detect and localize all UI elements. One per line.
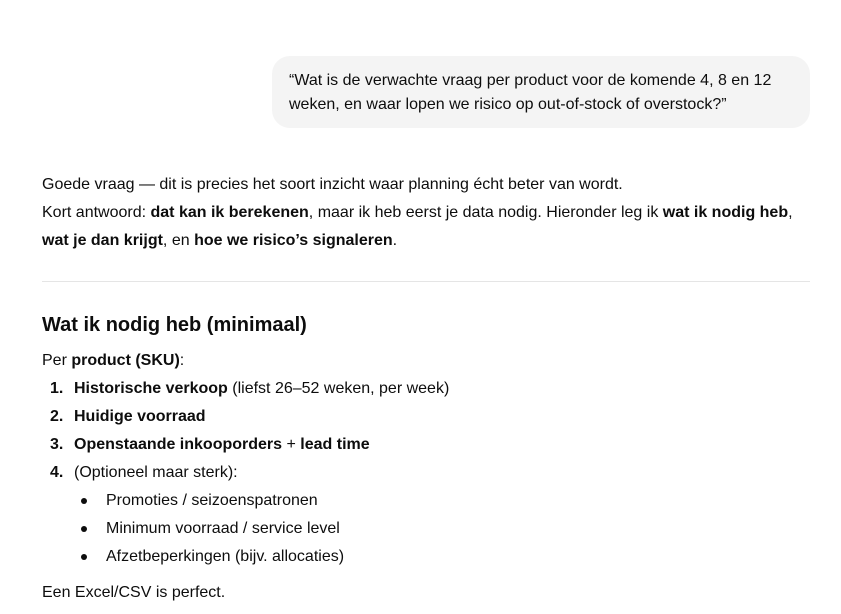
intro-text: : xyxy=(179,352,185,369)
bullet-icon xyxy=(81,526,87,532)
assistant-answer xyxy=(42,171,812,255)
closing-text: Een Excel/CSV is perfect. xyxy=(42,584,226,601)
answer-line-1: Goede vraag — dit is precies het soort inzicht waar planning écht beter van wordt. xyxy=(42,176,623,193)
list-item xyxy=(42,431,812,459)
sublist-text: Promoties / seizoenspatronen xyxy=(106,492,318,509)
sublist-item xyxy=(74,543,812,571)
item-bold: Openstaande inkooporders xyxy=(74,436,283,453)
answer-line-2 xyxy=(42,199,812,255)
answer-bold: wat je dan krijgt xyxy=(42,232,163,249)
item-bold: lead time xyxy=(300,436,370,453)
answer-text: , maar ik heb eerst je data nodig. Hieronder leg ik xyxy=(308,204,663,221)
list-number: 2. xyxy=(50,408,64,425)
answer-text: , en xyxy=(162,232,195,249)
optional-sublist xyxy=(74,487,812,571)
intro-text: Per xyxy=(42,352,72,369)
user-message-text: “Wat is de verwachte vraag per product voor de komende 4, 8 en 12 weken, en waar lopen we risico op out-of-stock of overstock?” xyxy=(289,72,772,113)
list-item xyxy=(42,375,812,403)
answer-text: , xyxy=(788,204,793,221)
list-number: 3. xyxy=(50,436,64,453)
item-text: + xyxy=(282,436,301,453)
item-bold: Historische verkoop xyxy=(74,380,228,397)
list-number: 4. xyxy=(50,464,64,481)
section-intro xyxy=(42,347,812,375)
list-number: 1. xyxy=(50,380,64,397)
answer-bold: dat kan ik berekenen xyxy=(150,204,309,221)
bullet-icon xyxy=(81,554,87,560)
section-heading: Wat ik nodig heb (minimaal) xyxy=(42,314,307,336)
sublist-item xyxy=(74,515,812,543)
section-divider xyxy=(42,281,810,282)
bullet-icon xyxy=(81,498,87,504)
answer-text: . xyxy=(392,232,398,249)
requirements-section xyxy=(42,311,812,607)
list-item xyxy=(42,459,812,571)
requirements-list xyxy=(42,375,812,571)
list-item xyxy=(42,403,812,431)
sublist-text: Minimum voorraad / service level xyxy=(106,520,340,537)
item-bold: Huidige voorraad xyxy=(74,408,206,425)
sublist-text: Afzetbeperkingen (bijv. allocaties) xyxy=(106,548,345,565)
user-message-bubble xyxy=(272,56,810,128)
answer-text: Kort antwoord: xyxy=(42,204,151,221)
intro-bold: product (SKU) xyxy=(71,352,180,369)
answer-bold: wat ik nodig heb xyxy=(662,204,789,221)
answer-bold: hoe we risico’s signaleren xyxy=(194,232,393,249)
item-text: (liefst 26–52 weken, per week) xyxy=(227,380,450,397)
item-text: (Optioneel maar sterk): xyxy=(74,464,238,481)
sublist-item xyxy=(74,487,812,515)
